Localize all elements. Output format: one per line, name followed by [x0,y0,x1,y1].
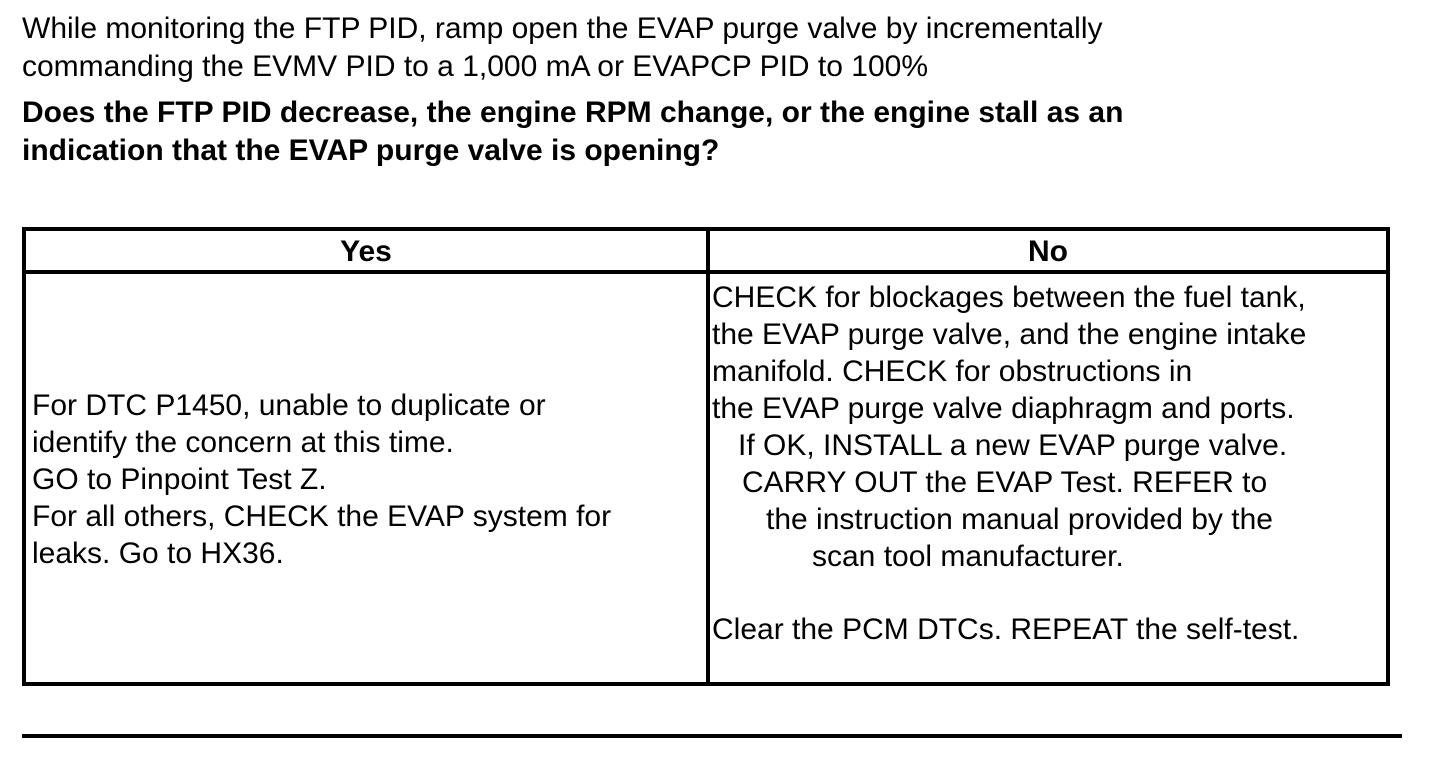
header-yes: Yes [340,235,392,268]
paragraph-gap [712,575,1306,611]
no-cell-line: Clear the PCM DTCs. REPEAT the self-test. [712,613,1300,646]
yes-cell-line: For all others, CHECK the EVAP system for [32,500,612,533]
question-text [22,94,1402,170]
yes-cell-line: GO to Pinpoint Test Z. [32,463,327,496]
column-divider [706,231,710,682]
yes-cell-line: leaks. Go to HX36. [32,537,284,570]
no-cell-line: manifold. CHECK for obstructions in [712,355,1193,388]
instruction-line: commanding the EVMV PID to a 1,000 mA or EVAPCP PID to 100% [22,50,929,83]
no-cell-line: the instruction manual provided by the [766,503,1273,536]
no-cell-line: scan tool manufacturer. [812,540,1124,573]
yes-cell-line: For DTC P1450, unable to duplicate or [32,389,546,422]
no-cell-line: the EVAP purge valve, and the engine intake [712,318,1307,351]
yes-cell-line: identify the concern at this time. [32,426,454,459]
question-line: indication that the EVAP purge valve is opening? [22,134,720,167]
instruction-text [22,10,1402,86]
bottom-rule [22,734,1402,738]
yes-cell [32,387,611,572]
no-cell-line: the EVAP purge valve diaphragm and ports. [712,392,1295,425]
header-divider [26,270,1386,274]
no-cell-line: CHECK for blockages between the fuel tank, [712,281,1306,314]
instruction-line: While monitoring the FTP PID, ramp open the EVAP purge valve by incrementally [22,12,1103,45]
decision-table [22,227,1390,686]
question-line: Does the FTP PID decrease, the engine RPM change, or the engine stall as an [22,96,1124,129]
header-no: No [1028,235,1068,268]
no-cell [712,279,1306,648]
no-cell-line: CARRY OUT the EVAP Test. REFER to [742,466,1268,499]
no-cell-line: If OK, INSTALL a new EVAP purge valve. [738,429,1288,462]
